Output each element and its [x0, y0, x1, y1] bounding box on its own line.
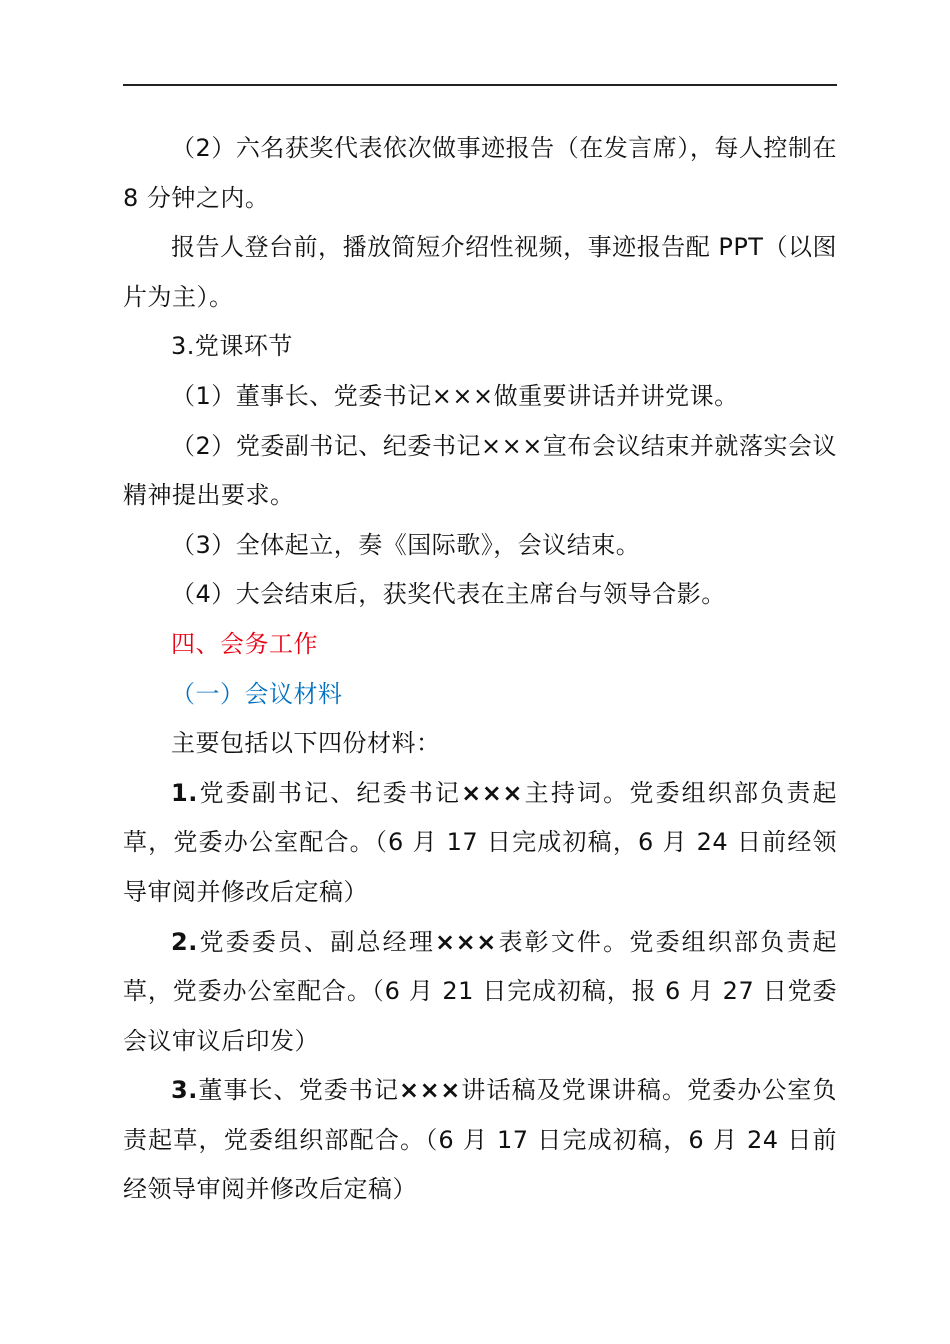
paragraph-video-ppt: 报告人登台前，播放简短介绍性视频，事迹报告配 PPT（以图片为主）。	[123, 233, 837, 311]
material-placeholder-name: ×××	[461, 778, 523, 807]
material-item-2	[123, 918, 837, 1067]
material-item-3	[123, 1066, 837, 1215]
section-heading: 四、会务工作	[171, 629, 318, 658]
document-body	[123, 124, 837, 1215]
materials-intro: 主要包括以下四份材料：	[171, 729, 441, 758]
material-details: 表彰文件。党委组织部负责起草，党委办公室配合。（6 月 21 日完成初稿，报 6 月 27 日党委会议审议后印发）	[123, 927, 837, 1055]
paragraph-group-photo: （4）大会结束后，获奖代表在主席台与领导合影。	[171, 580, 726, 609]
material-lead: 党委副书记、纪委书记	[197, 778, 462, 807]
material-placeholder-name: ×××	[399, 1076, 461, 1105]
paragraph-award-reports: （2）六名获奖代表依次做事迹报告（在发言席），每人控制在 8 分钟之内。	[123, 134, 837, 212]
paragraph-chairman-speech: （1）董事长、党委书记×××做重要讲话并讲党课。	[171, 381, 739, 410]
material-details: 主持词。党委组织部负责起草，党委办公室配合。（6 月 17 日完成初稿，6 月 24 日前经领导审阅并修改后定稿）	[123, 778, 838, 906]
material-details: 讲话稿及党课讲稿。党委办公室负责起草，党委组织部配合。（6 月 17 日完成初稿，6 月 24 日前经领导审阅并修改后定稿）	[123, 1076, 838, 1204]
header-rule	[123, 84, 837, 86]
paragraph-party-lesson-heading: 3.党课环节	[171, 332, 293, 361]
subsection-heading: （一）会议材料	[171, 679, 343, 708]
material-item-1	[123, 769, 837, 918]
material-lead: 党委委员、副总经理	[197, 927, 435, 956]
paragraph-anthem: （3）全体起立，奏《国际歌》，会议结束。	[171, 530, 641, 559]
material-lead: 董事长、党委书记	[197, 1076, 400, 1105]
material-placeholder-name: ×××	[435, 927, 497, 956]
material-number: 2.	[171, 927, 198, 956]
material-number: 1.	[171, 778, 198, 807]
paragraph-closing-requirements: （2）党委副书记、纪委书记×××宣布会议结束并就落实会议精神提出要求。	[123, 431, 837, 510]
material-number: 3.	[171, 1076, 198, 1105]
